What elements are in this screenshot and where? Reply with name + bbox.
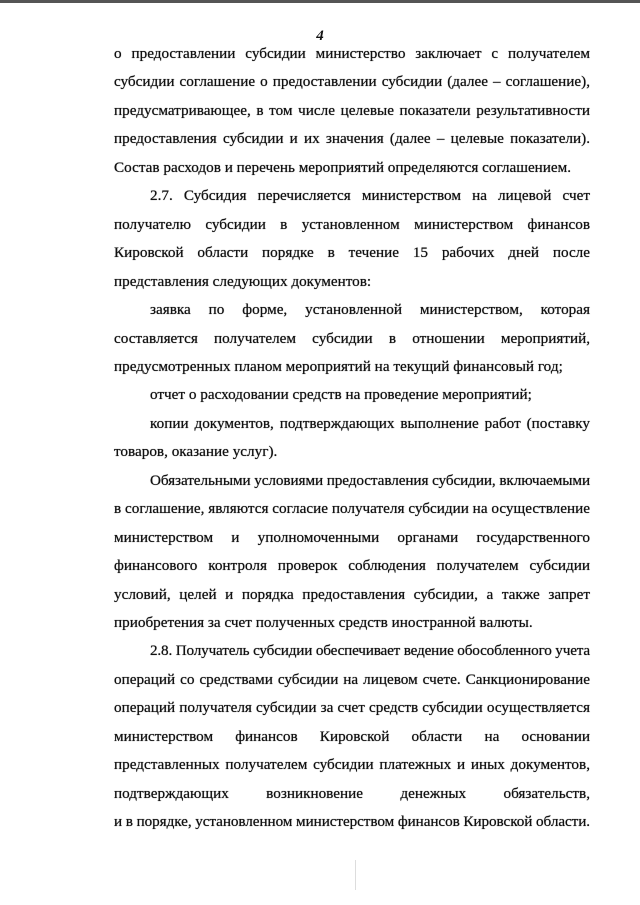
text-line: Обязательными условиями предоставления субсидии, включаемыми [150,471,590,489]
text-line: о предоставлении субсидии министерство заключает с получателем [114,45,590,62]
text-line: и в порядке, установленном министерством финансов Кировской области. [114,813,590,831]
text-line: предусматривающее, в том числе целевые показатели результативности [114,101,590,119]
text-line: представленных получателем субсидии платежных и иных документов, [114,756,590,774]
text-line: копии документов, подтверждающих выполнение работ (поставку [150,414,590,432]
text-line: Кировской области порядке в течение 15 рабочих дней после [114,244,590,262]
text-line: подтверждающих возникновение денежных обязательств, [114,784,590,802]
text-line: представления следующих документов: [114,272,372,290]
text-line: получателю субсидии в установленном министерством финансов [114,215,590,233]
text-line: в соглашение, являются согласие получателя субсидии на осуществление [114,500,590,518]
text-line: 2.8. Получатель субсидии обеспечивает ведение обособленного учета [150,642,590,660]
text-line: Состав расходов и перечень мероприятий определяются соглашением. [114,158,572,176]
text-line: условий, целей и порядка предоставления субсидии, а также запрет [114,585,590,603]
text-line: отчет о расходовании средств на проведение мероприятий; [150,386,532,404]
text-line: операций со средствами субсидии на лицевом счете. Санкционирование [114,670,590,688]
text-line: министерством финансов Кировской области на основании [114,727,590,745]
text-line: операций получателя субсидии за счет средств субсидии осуществляется [114,699,590,717]
text-line: приобретения за счет полученных средств иностранной валюты. [114,614,533,631]
text-line: заявка по форме, установленной министерством, которая [150,301,590,319]
text-line: предусмотренных планом мероприятий на текущий финансовый год; [114,357,563,375]
text-line: финансового контроля проверок соблюдения получателем субсидии [114,557,590,575]
scan-artifact [355,860,356,890]
text-line: субсидии соглашение о предоставлении субсидии (далее – соглашение), [114,73,590,91]
text-line: предоставления субсидии и их значения (далее – целевые показатели). [114,130,590,148]
scan-top-edge [0,0,640,3]
page-number: 4 [316,28,324,44]
text-line: министерством и уполномоченными органами государственного [114,528,590,546]
text-line: товаров, оказание услуг). [114,443,278,461]
text-line: составляется получателем субсидии в отношении мероприятий, [114,329,590,347]
text-line: 2.7. Субсидия перечисляется министерством на лицевой счет [150,187,590,205]
